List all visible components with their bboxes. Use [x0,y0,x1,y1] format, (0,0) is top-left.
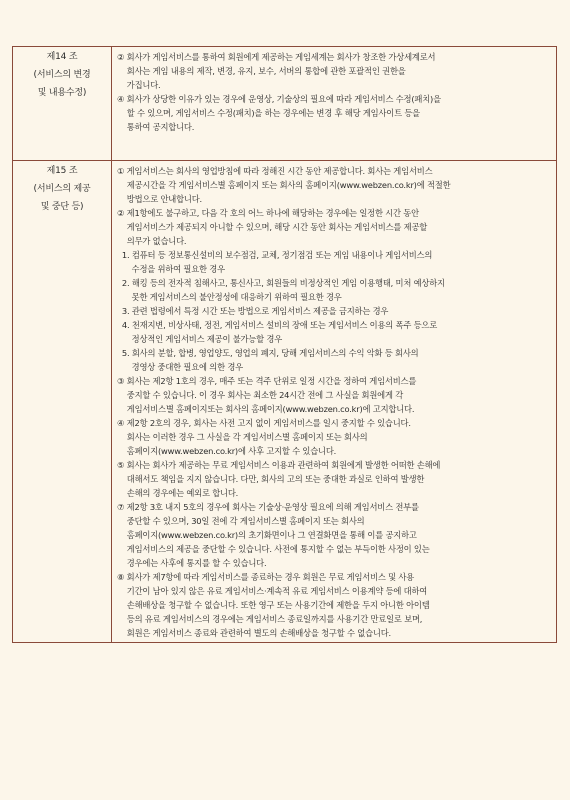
clause-line: ② 회사가 게임서비스를 통하여 회원에게 제공하는 게임세계는 회사가 창조한 가상세계로서 [117,52,436,62]
article-label-line: 제14 조 [46,52,78,62]
clause-line: 경영상 중대한 필요에 의한 경우 [117,362,243,372]
clause-line: ① 게임서비스는 회사의 영업방침에 따라 정해진 시간 동안 제공합니다. 회사는 게임서비스 [117,166,433,176]
clause-line: 게임서비스가 제공되지 아니할 수 있으며, 해당 시간 동안 회사는 게임서비스를 제공할 [117,222,428,232]
terms-table [12,46,557,643]
clause-line: 게임서비스별 홈페이지또는 회사의 홈페이지(www.webzen.co.kr)에 고지합니다. [117,404,415,414]
clause-line: 손해의 경우에는 예외로 합니다. [117,488,239,498]
article-content [112,161,557,643]
clause-line: 의무가 없습니다. [117,236,187,246]
clause-line: 2. 해킹 등의 전자적 침해사고, 통신사고, 회원들의 비정상적인 게임 이용행태, 미처 예상하지 [117,278,445,288]
article-label-line: 및 내용수정) [37,88,87,98]
clause-line: 가집니다. [117,80,161,90]
clause-line: 홈페이지(www.webzen.co.kr)에 사후 고지할 수 있습니다. [117,446,337,456]
clause-line: 4. 천재지변, 비상사태, 정전, 게임서비스 설비의 장애 또는 게임서비스 이용의 폭주 등으로 [117,320,438,330]
clause-line: 손해배상을 청구할 수 없습니다. 또한 영구 또는 사용기간에 제한을 두지 아니한 아이템 [117,600,430,610]
clause-line: ④ 제2항 2호의 경우, 회사는 사전 고지 없이 게임서비스를 일시 중지할 수 있습니다. [117,418,411,428]
clause-line: 수정을 위하여 필요한 경우 [117,264,225,274]
clause-line: 중지할 수 있습니다. 이 경우 회사는 최소한 24시간 전에 그 사실을 회원에게 각 [117,390,404,400]
clause-line: 5. 회사의 분할, 합병, 영업양도, 영업의 폐지, 당해 게임서비스의 수익 악화 등 회사의 [117,348,419,358]
clause-line: ② 제1항에도 불구하고, 다음 각 호의 어느 하나에 해당하는 경우에는 일정한 시간 동안 [117,208,419,218]
clause-line: 회사는 이러한 경우 그 사실을 각 게임서비스별 홈페이지 또는 회사의 [117,432,368,442]
clause-line: 못한 게임서비스의 불안정성에 대응하기 위하여 필요한 경우 [117,292,342,302]
clause-line: 3. 관련 법령에서 특정 시간 또는 방법으로 게임서비스 제공을 금지하는 경우 [117,306,389,316]
article-label [13,47,112,161]
article-content [112,47,557,161]
clause-line: 할 수 있으며, 게임서비스 수정(패치)을 하는 경우에는 변경 후 해당 게임사이트 등을 [117,108,420,118]
article-label-line: 제15 조 [46,166,78,176]
clause-line: 기간이 남아 있지 않은 유료 게임서비스·계속적 유료 게임서비스 이용계약 등에 대하여 [117,586,428,596]
article-row [13,161,557,643]
clause-line: 회원은 게임서비스 종료와 관련하여 별도의 손해배상을 청구할 수 없습니다. [117,628,391,638]
clause-line: ③ 회사는 제2항 1호의 경우, 매주 또는 격주 단위로 일정 시간을 정하여 게임서비스를 [117,376,417,386]
clause-line: 정상적인 게임서비스 제공이 불가능할 경우 [117,334,283,344]
clause-line: 1. 컴퓨터 등 정보통신설비의 보수점검, 교체, 정기점검 또는 게임 내용이나 게임서비스의 [117,250,433,260]
article-label-line: (서비스의 변경 [33,70,91,80]
clause-line: 회사는 게임 내용의 제작, 변경, 유지, 보수, 서버의 통합에 관한 포괄적인 권한을 [117,66,406,76]
article-label-line: (서비스의 제공 [33,184,91,194]
clause-line: 경우에는 사후에 통지를 할 수 있습니다. [117,558,267,568]
clause-line: ⑦ 제2항 3호 내지 5호의 경우에 회사는 기술상·운영상 필요에 의해 게임서비스 전부를 [117,502,419,512]
article-row [13,47,557,161]
clause-line: ④ 회사가 상당한 이유가 있는 경우에 운영상, 기술상의 필요에 따라 게임서비스 수정(패치)을 [117,94,441,104]
clause-line: 방법으로 안내합니다. [117,194,202,204]
clause-line: 제공시간을 각 게임서비스별 홈페이지 또는 회사의 홈페이지(www.webzen.co.kr)에 적절한 [117,180,451,190]
clause-line: 중단할 수 있으며, 30일 전에 각 게임서비스별 홈페이지 또는 회사의 [117,516,365,526]
clause-line: 대해서도 책임을 지지 않습니다. 다만, 회사의 고의 또는 중대한 과실로 인하여 발생한 [117,474,425,484]
clause-line: 통하여 공지합니다. [117,122,195,132]
article-label [13,161,112,643]
clause-line: 게임서비스의 제공을 중단할 수 있습니다. 사전에 통지할 수 없는 부득이한 사정이 있는 [117,544,430,554]
clause-line: ⑧ 회사가 제7항에 따라 게임서비스를 종료하는 경우 회원은 무료 게임서비스 및 사용 [117,572,415,582]
article-label-line: 및 중단 등) [40,202,84,212]
clause-line: 등의 유료 게임서비스의 경우에는 게임서비스 종료일까지를 사용기간 만료일로 보며, [117,614,423,624]
clause-line: ⑤ 회사는 회사가 제공하는 무료 게임서비스 이용과 관련하여 회원에게 발생한 어떠한 손해에 [117,460,441,470]
clause-line: 홈페이지(www.webzen.co.kr)의 초기화면이나 그 연결화면을 통해 이를 공지하고 [117,530,417,540]
